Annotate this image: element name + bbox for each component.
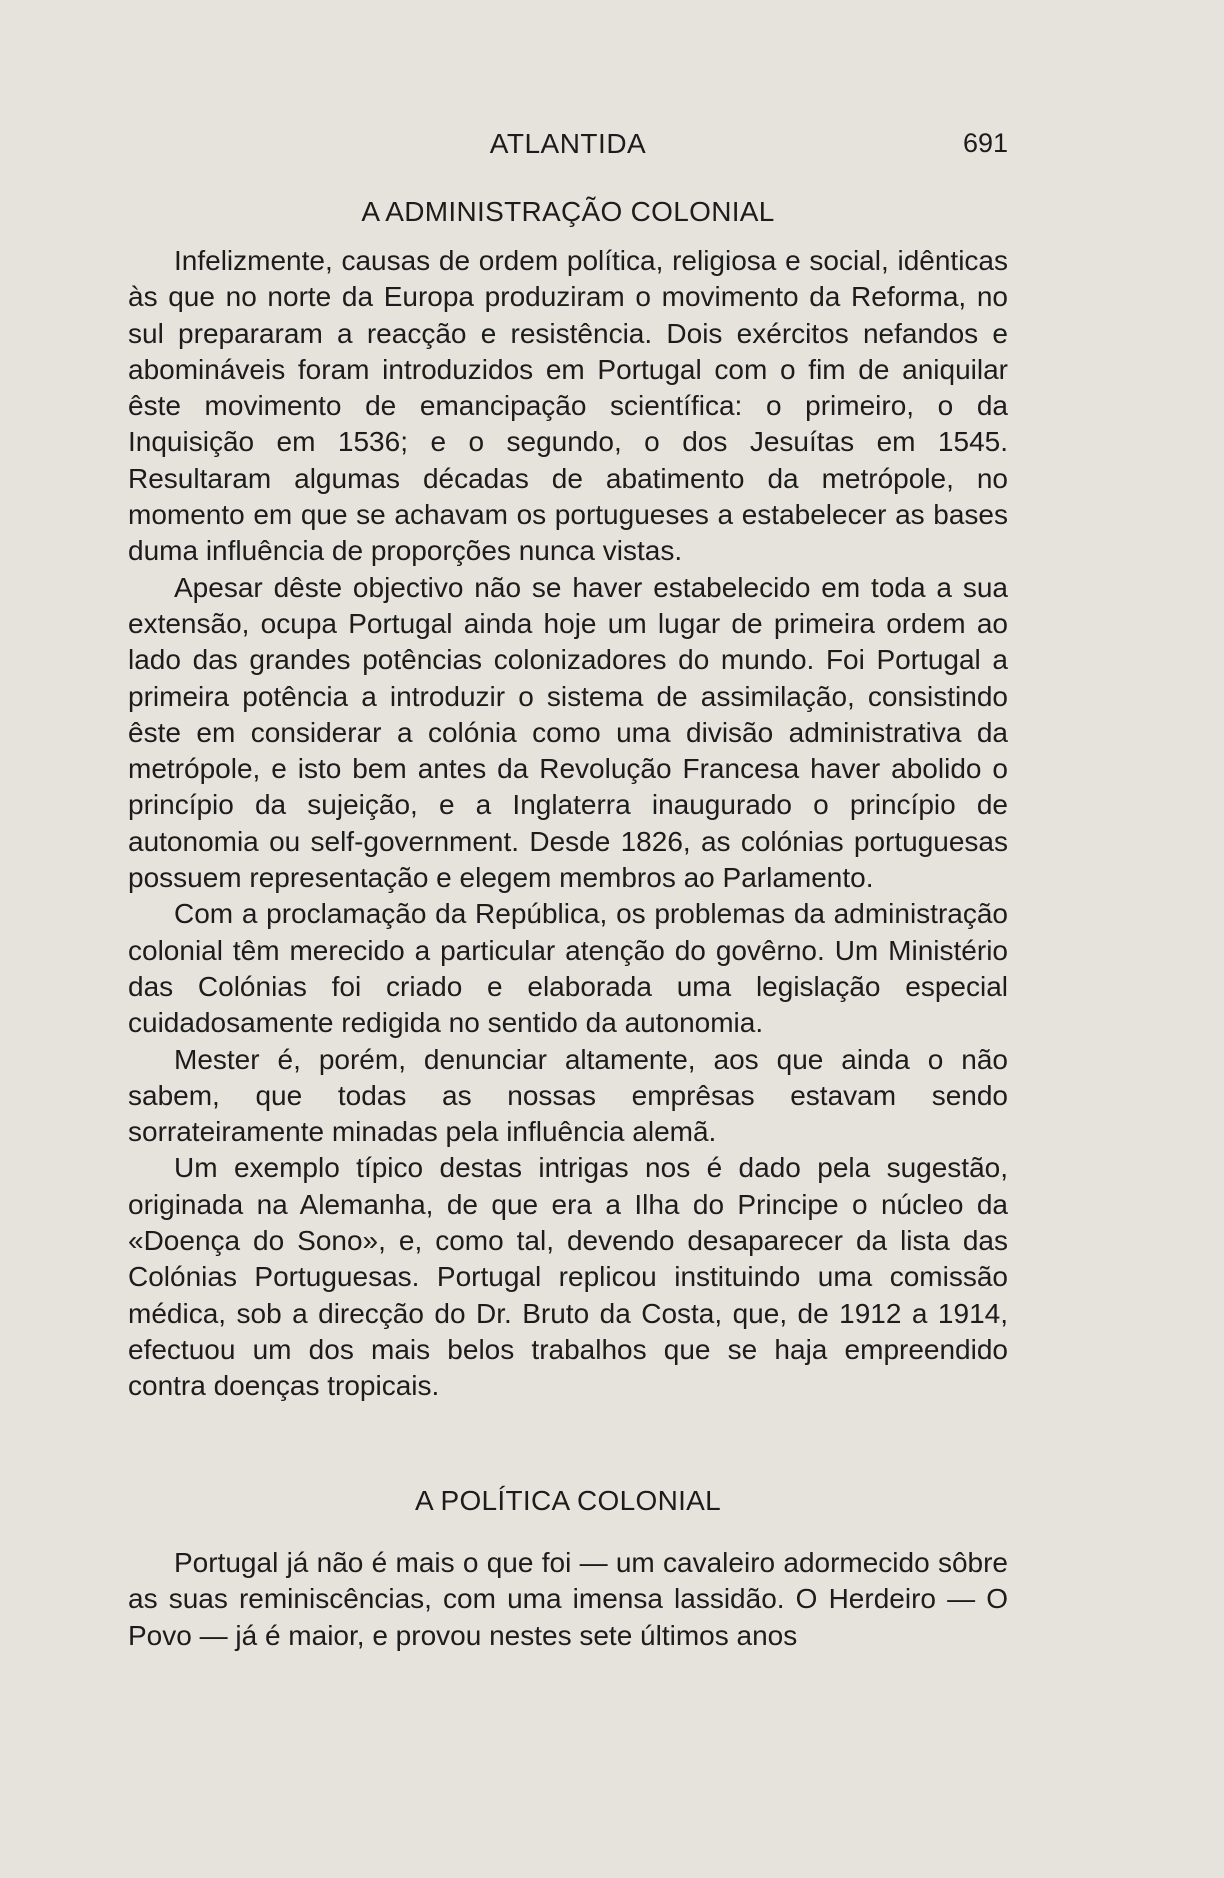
paragraph: Infelizmente, causas de ordem política, religiosa e social, idênticas às que no norte da Europa produziram o movimento da Reforma, no sul prepararam a reacção e resistência. Dois exércitos nefandos e abomináveis foram introduzidos em Portugal com o fim de aniquilar êste movimento de emancipação scientífica: o primeiro, o da Inquisição em 1536; e o segundo, o dos Jesuítas em 1545. Resultaram algumas décadas de abatimento da metrópole, no momento em que se achavam os portugueses a estabelecer as bases duma influência de proporções nunca vistas. (128, 245, 1008, 567)
section-heading-politica: A POLÍTICA COLONIAL (414, 1485, 722, 1516)
paragraph: Mester é, porém, denunciar altamente, aos que ainda o não sabem, que todas as nossas emprêsas estavam sendo sorrateiramente minadas pela influência alemã. (128, 1043, 1008, 1148)
paragraph: Portugal já não é mais o que foi — um cavaleiro adormecido sôbre as suas reminiscências, com uma imensa lassidão. O Herdeiro — O Povo — já é maior, e provou nestes sete últimos anos (128, 1547, 1008, 1651)
section-heading-administracao: A ADMINISTRAÇÃO COLONIAL (361, 196, 775, 227)
running-title: ATLANTIDA (489, 128, 647, 159)
running-head (128, 128, 1008, 168)
section-body-administracao (128, 243, 1008, 1405)
paragraph: Apesar dêste objectivo não se haver estabelecido em toda a sua extensão, ocupa Portugal ainda hoje um lugar de primeira ordem ao lado das grandes potências colonizadores do mundo. Foi Portugal a primeira potência a introduzir o sistema de assimilação, consistindo êste em considerar a colónia como uma divisão administrativa da metrópole, e isto bem antes da Revolução Francesa haver abolido o princípio da sujeição, e a Inglaterra inaugurado o princípio de autonomia ou self-government. Desde 1826, as colónias portuguesas possuem representação e elegem membros ao Parlamento. (128, 571, 1008, 894)
page-number: 691 (962, 128, 1008, 158)
paragraph: Com a proclamação da República, os problemas da administração colonial têm merecido a particular atenção do govêrno. Um Ministério das Colónias foi criado e elaborada uma legislação especial cuidadosamente redigida no sentido da autonomia. (128, 898, 1008, 1039)
section-body-politica (128, 1545, 1008, 1654)
paragraph: Um exemplo típico destas intrigas nos é dado pela sugestão, originada na Alemanha, de que era a Ilha do Principe o núcleo da «Doença do Sono», e, como tal, devendo desaparecer da lista das Colónias Portuguesas. Portugal replicou instituindo uma comissão médica, sob a direcção do Dr. Bruto da Costa, que, de 1912 a 1914, efectuou um dos mais belos trabalhos que se haja empreendido contra doenças tropicais. (128, 1152, 1008, 1402)
